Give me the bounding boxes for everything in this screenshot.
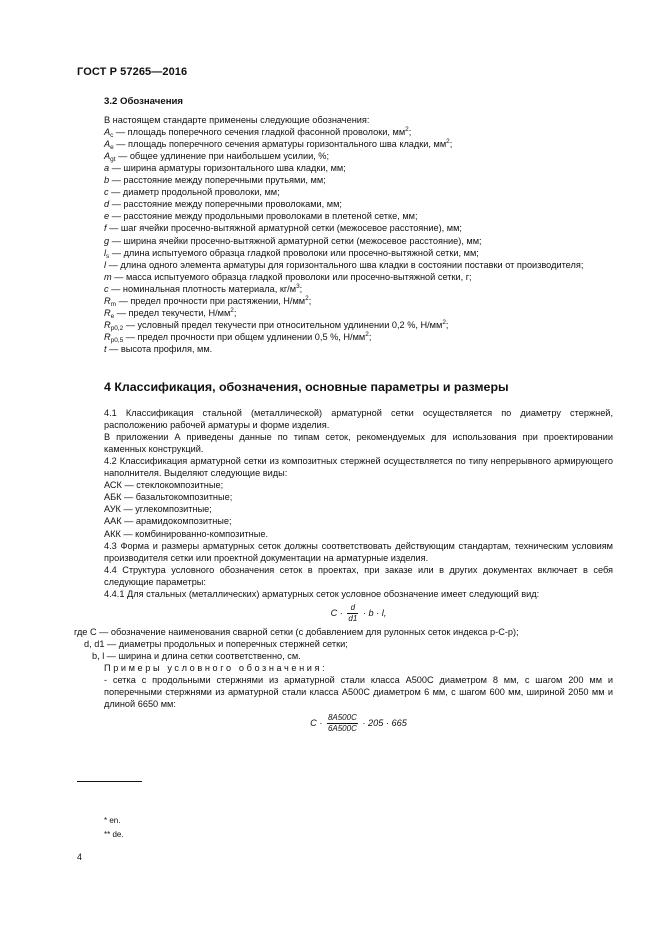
symbol-e: e — расстояние между продольными проволоками в плетеной сетке, мм;: [104, 211, 418, 222]
where-d: d, d1 — диаметры продольных и поперечных стержней сетки;: [84, 638, 348, 649]
page-header: ГОСТ Р 57265—2016: [77, 66, 188, 78]
footnote-separator: [77, 781, 142, 782]
paragraph-4-4-1: 4.4.1 Для стальных (металлических) арматурных сеток условное обозначение имеет следующий вид:: [104, 588, 540, 599]
footnote-1: * en.: [104, 816, 121, 825]
paragraph-4-1-annex: В приложении А приведены данные по типам сеток, рекомендуемых для использования при проектировании каменных конструкций.: [104, 432, 613, 455]
kind-aak: ААК — арамидокомпозитные;: [104, 516, 232, 527]
section-3-2-title: 3.2 Обозначения: [104, 96, 183, 107]
symbol-l: l — длина одного элемента арматуры для горизонтального шва кладки в состоянии поставки от производителя;: [104, 259, 584, 270]
formula-fraction: $\frac{d}{d1}$: [348, 602, 358, 623]
symbol-b: b — расстояние между поперечными прутьями, мм;: [104, 175, 326, 186]
kind-akk: АКК — комбинированно-композитные.: [104, 528, 269, 539]
kind-auk: АУК — углекомпозитные;: [104, 504, 212, 515]
section-4-title: 4 Классификация, обозначения, основные параметры и размеры: [104, 379, 509, 394]
formula-designation: C · $\frac{d}{d1}$ · b · l,: [330, 602, 387, 623]
where-bl: b, l — ширина и длина сетки соответственно, см.: [92, 650, 301, 661]
kind-abk: АБК — базальтокомпозитные;: [104, 492, 233, 503]
symbol-Agt: $A_{gt}$ — общее удлинение при наибольшем усилии, %;: [104, 151, 330, 164]
symbol-t: t — высота профиля, мм.: [104, 343, 213, 354]
footnote-2: ** de.: [104, 830, 124, 839]
symbol-m: m — масса испытуемого образца гладкой проволоки или просечно-вытяжной сетки, г;: [104, 271, 472, 282]
symbol-ls: $l_s$ — длина испытуемого образца гладкой проволоки или просечно-вытяжной сетки, мм;: [104, 247, 479, 260]
symbol-Rp02: $R_{p0,2}$ — условный предел текучести при относительном удлинении 0,2 %, $Н/мм^2$;: [104, 318, 449, 332]
symbol-d: d — расстояние между поперечными проволоками, мм;: [104, 199, 342, 210]
paragraph-4-3: 4.3 Форма и размеры арматурных сеток должны соответствовать действующим стандартам, техническим условиям производителя сетки или проектной документации на арматурные изделия.: [104, 540, 613, 563]
example-1: - сетка с продольными стержнями из арматурной стали класса А500С диаметром 8 мм, с шагом 200 мм и поперечными стержнями из арматурной стали класса А500С диаметром 6 мм, с шагом 600 мм, шириной 2050 мм и длиной 6650 мм:: [104, 674, 613, 710]
symbol-c: c — диаметр продольной проволоки, мм;: [104, 187, 280, 198]
paragraph-4-2: 4.2 Классификация арматурной сетки из композитных стержней осуществляется по типу непрерывного армирующего наполнителя. Выделяют следующие виды:: [104, 456, 613, 479]
symbol-Rm: $R_m$ — предел прочности при растяжении, $Н/мм^2$;: [104, 294, 312, 308]
formula-example-fraction: $\frac{8A500C}{6A500C}$: [327, 713, 357, 734]
formula-example: C · $\frac{8A500C}{6A500C}$ · 205 · 665: [310, 713, 407, 734]
symbol-Re: $R_e$ — предел текучести, $Н/мм^2$;: [104, 306, 237, 320]
section-3-2-intro: В настоящем стандарте применены следующие обозначения:: [104, 115, 370, 126]
paragraph-4-1: 4.1 Классификация стальной (металлической) арматурной сетки осуществляется по диаметру стержней, расположению рабочей арматуры и форме изделия.: [104, 408, 613, 431]
page-number: 4: [77, 852, 83, 862]
symbol-rho: c — номинальная плотность материала, $кг/м^3$;: [104, 282, 303, 294]
examples-title: Примеры условного обозначения:: [104, 662, 328, 673]
where-c: где С — обозначение наименования сварной сетки (с добавлением для рулонных сеток индекса р-С-р);: [74, 626, 519, 637]
symbol-Rp05: $R_{p0,5}$ — предел прочности при общем удлинении 0,5 %, $Н/мм^2$;: [104, 330, 372, 344]
symbol-f: f — шаг ячейки просечно-вытяжной арматурной сетки (межосевое расстояние), мм;: [104, 223, 462, 234]
symbol-g: g — ширина ячейки просечно-вытяжной арматурной сетки (межосевое расстояние), мм;: [104, 235, 482, 246]
kind-ask: АСК — стеклокомпозитные;: [104, 480, 224, 491]
symbol-a: a — ширина арматуры горизонтального шва кладки, мм;: [104, 163, 346, 174]
paragraph-4-4: 4.4 Структура условного обозначения сеток в проектах, при заказе или в других документах включает в себя следующие параметры:: [104, 564, 613, 587]
symbol-Ac: $A_c$ — площадь поперечного сечения гладкой фасонной проволоки, $мм^2$;: [104, 126, 412, 140]
page-content: [74, 96, 613, 736]
symbol-Ae: $A_e$ — площадь поперечного сечения арматуры горизонтального шва кладки, $мм^2$;: [104, 138, 453, 152]
